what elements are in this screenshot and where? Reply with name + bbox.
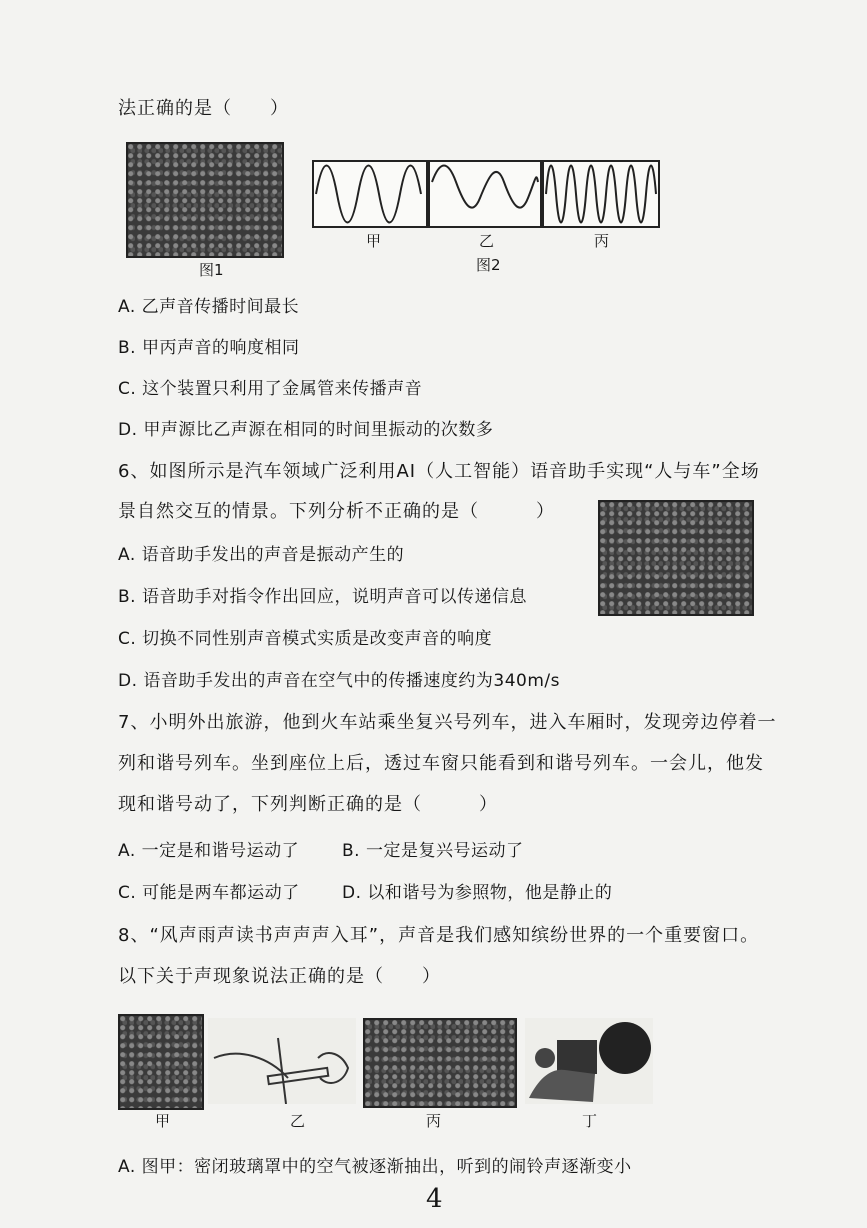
- q6-stem-line1: 6、如图所示是汽车领域广泛利用AI（人工智能）语音助手实现“人与车”全场: [118, 461, 760, 482]
- q8-image-yi: [208, 1018, 356, 1104]
- wave-label-bing: 丙: [594, 232, 610, 250]
- q7-option-d: D. 以和谐号为参照物，他是静止的: [342, 883, 613, 903]
- fig1-photo: [126, 142, 284, 258]
- page-number: 4: [426, 1184, 443, 1214]
- q5-option-c: C. 这个装置只利用了金属管来传播声音: [118, 379, 423, 399]
- q8-image-ding-drawing: [525, 1018, 653, 1104]
- q8-label-ding: 丁: [582, 1112, 598, 1130]
- q5-stem-tail: 法正确的是（ ）: [118, 98, 289, 119]
- q8-label-jia: 甲: [155, 1112, 171, 1130]
- q7-option-b: B. 一定是复兴号运动了: [342, 841, 524, 861]
- q6-option-b: B. 语音助手对指令作出回应，说明声音可以传递信息: [118, 587, 527, 607]
- q6-option-d: D. 语音助手发出的声音在空气中的传播速度约为340m/s: [118, 671, 560, 691]
- fig2-caption: 图2: [476, 256, 501, 274]
- q5-option-d: D. 甲声源比乙声源在相同的时间里振动的次数多: [118, 420, 494, 440]
- q8-stem-line2: 以下关于声现象说法正确的是（ ）: [118, 966, 441, 987]
- q7-stem-line2: 列和谐号列车。坐到座位上后，透过车窗只能看到和谐号列车。一会儿，他发: [118, 753, 764, 774]
- q8-image-jia: [118, 1014, 204, 1110]
- wave-label-yi: 乙: [479, 232, 495, 250]
- q6-option-a: A. 语音助手发出的声音是振动产生的: [118, 545, 405, 565]
- q8-image-ding: [525, 1018, 653, 1104]
- q5-option-b: B. 甲丙声音的响度相同: [118, 338, 300, 358]
- wave-jia: [312, 160, 428, 228]
- q6-option-c: C. 切换不同性别声音模式实质是改变声音的响度: [118, 629, 493, 649]
- q8-image-yi-drawing: [208, 1018, 356, 1104]
- q7-stem-line3: 现和谐号动了，下列判断正确的是（ ）: [118, 794, 498, 815]
- q6-stem-line2: 景自然交互的情景。下列分析不正确的是（ ）: [118, 501, 555, 522]
- q6-car-photo: [598, 500, 754, 616]
- q7-option-a: A. 一定是和谐号运动了: [118, 841, 300, 861]
- fig1-caption: 图1: [199, 261, 224, 279]
- wave-label-jia: 甲: [366, 232, 382, 250]
- q7-option-c: C. 可能是两车都运动了: [118, 883, 300, 903]
- q5-option-a: A. 乙声音传播时间最长: [118, 297, 300, 317]
- q7-stem-line1: 7、小明外出旅游，他到火车站乘坐复兴号列车，进入车厢时，发现旁边停着一: [118, 712, 777, 733]
- q8-label-bing: 丙: [426, 1112, 442, 1130]
- wave-bing: [542, 160, 660, 228]
- q8-stem-line1: 8、“风声雨声读书声声声入耳”，声音是我们感知缤纷世界的一个重要窗口。: [118, 925, 760, 946]
- wave-yi: [428, 160, 542, 228]
- q8-label-yi: 乙: [290, 1112, 306, 1130]
- q8-image-bing: [363, 1018, 517, 1108]
- q8-option-a: A. 图甲：密闭玻璃罩中的空气被逐渐抽出，听到的闹铃声逐渐变小: [118, 1157, 632, 1177]
